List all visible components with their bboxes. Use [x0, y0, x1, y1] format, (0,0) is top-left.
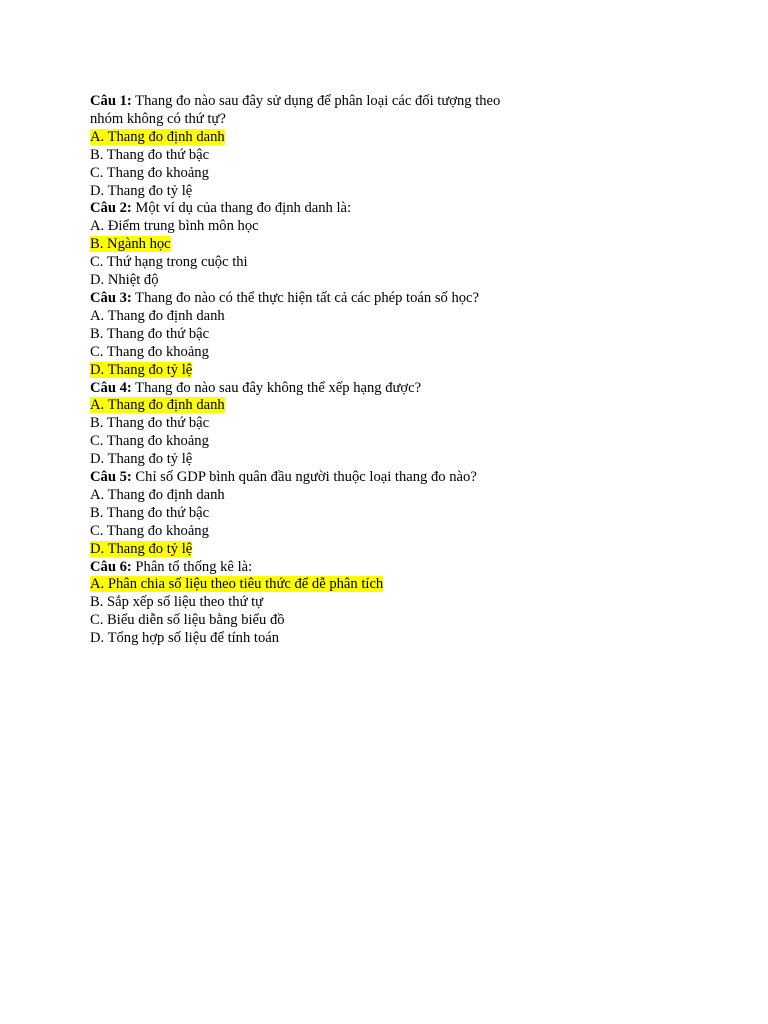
answer-option: [90, 576, 530, 594]
highlighted-answer-text: A. Thang đo định danh: [90, 128, 225, 145]
question-text: Một ví dụ của thang đo định danh là:: [131, 200, 352, 217]
answer-option: [90, 451, 530, 469]
answer-option-text: C. Thang đo khoảng: [90, 164, 209, 181]
question-2: [90, 200, 530, 218]
answer-option: [90, 433, 530, 451]
question-text: Chỉ số GDP bình quân đầu người thuộc loại thang đo nào?: [131, 469, 477, 486]
answer-option-text: D. Tổng hợp số liệu để tính toán: [90, 630, 280, 647]
question-6: [90, 559, 530, 577]
question-label: Câu 1:: [90, 93, 132, 109]
answer-option: [90, 236, 530, 254]
answer-option: [90, 612, 530, 630]
question-label: Câu 2:: [90, 200, 132, 217]
answer-option-text: C. Thứ hạng trong cuộc thi: [90, 254, 248, 271]
answer-option-text: A. Thang đo định danh: [90, 486, 225, 503]
answer-option: [90, 183, 530, 201]
answer-option-text: A. Thang đo định danh: [90, 307, 225, 324]
answer-option: [90, 594, 530, 612]
answer-option: [90, 362, 530, 380]
answer-option: [90, 272, 530, 290]
answer-option-text: B. Sắp xếp số liệu theo thứ tự: [90, 594, 264, 611]
highlighted-answer-text: A. Thang đo định danh: [90, 397, 225, 414]
question-text: Thang đo nào có thể thực hiện tất cả các phép toán số học?: [131, 289, 479, 306]
question-text: Phân tổ thống kê là:: [131, 558, 253, 575]
answer-option-text: C. Biểu diễn số liệu bằng biểu đồ: [90, 612, 285, 629]
answer-option: [90, 308, 530, 326]
question-label: Câu 5:: [90, 469, 132, 486]
answer-option-text: B. Thang đo thứ bậc: [90, 415, 210, 432]
answer-option: [90, 129, 530, 147]
question-4: [90, 380, 530, 398]
answer-option: [90, 254, 530, 272]
answer-option-text: B. Thang đo thứ bậc: [90, 504, 210, 521]
answer-option-text: C. Thang đo khoảng: [90, 522, 209, 539]
answer-option: [90, 165, 530, 183]
question-1: [90, 93, 530, 129]
answer-option-text: B. Thang đo thứ bậc: [90, 325, 210, 342]
answer-option-text: D. Nhiệt độ: [90, 272, 159, 289]
highlighted-answer-text: A. Phân chia số liệu theo tiêu thức để dễ phân tích: [90, 576, 384, 593]
answer-option: [90, 523, 530, 541]
answer-option: [90, 344, 530, 362]
answer-option-text: C. Thang đo khoảng: [90, 343, 209, 360]
answer-option-text: B. Thang đo thứ bậc: [90, 146, 210, 163]
answer-option-text: D. Thang đo tỷ lệ: [90, 182, 193, 199]
question-text: Thang đo nào sau đây sử dụng để phân loại các đối tượng theo nhóm không có thứ tự?: [90, 93, 501, 127]
highlighted-answer-text: D. Thang đo tỷ lệ: [90, 540, 193, 557]
question-label: Câu 3:: [90, 289, 132, 306]
answer-option: [90, 541, 530, 559]
question-text: Thang đo nào sau đây không thể xếp hạng được?: [131, 379, 422, 396]
answer-option: [90, 505, 530, 523]
question-5: [90, 469, 530, 487]
question-3: [90, 290, 530, 308]
answer-option: [90, 326, 530, 344]
answer-option: [90, 630, 530, 648]
answer-option-text: A. Điểm trung bình môn học: [90, 218, 259, 235]
answer-option: [90, 415, 530, 433]
answer-option: [90, 218, 530, 236]
highlighted-answer-text: B. Ngành học: [90, 236, 171, 253]
answer-option: [90, 397, 530, 415]
answer-option: [90, 147, 530, 165]
question-label: Câu 4:: [90, 379, 132, 396]
highlighted-answer-text: D. Thang đo tỷ lệ: [90, 361, 193, 378]
answer-option-text: C. Thang đo khoảng: [90, 433, 209, 450]
answer-option: [90, 487, 530, 505]
answer-option-text: D. Thang đo tỷ lệ: [90, 451, 193, 468]
quiz-content: [90, 93, 530, 648]
question-label: Câu 6:: [90, 558, 132, 575]
